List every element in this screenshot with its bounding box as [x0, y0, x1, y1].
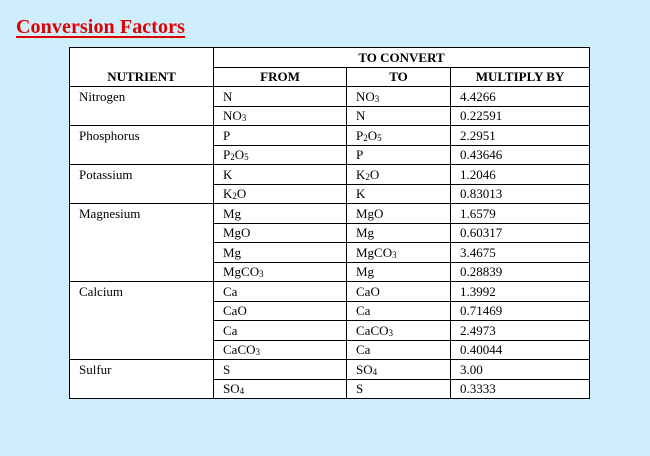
from-header: FROM — [214, 67, 347, 87]
nutrient-cell — [70, 262, 214, 282]
table-row — [70, 301, 590, 321]
from-cell: Mg — [214, 204, 347, 224]
table-row — [70, 243, 590, 263]
multiply-by-cell: 3.4675 — [451, 243, 590, 263]
multiply-by-cell: 0.28839 — [451, 262, 590, 282]
table-row — [70, 262, 590, 282]
from-cell: Ca — [214, 321, 347, 341]
to-cell: Ca — [347, 340, 451, 360]
from-cell: $NO_3$ — [214, 106, 347, 126]
table-row — [70, 87, 590, 107]
nutrient-cell: Nitrogen — [70, 87, 214, 107]
from-cell: MgO — [214, 223, 347, 243]
table-body — [70, 87, 590, 399]
to-cell: $K_2O$ — [347, 165, 451, 185]
from-cell: N — [214, 87, 347, 107]
table-row — [70, 360, 590, 380]
nutrient-cell: Phosphorus — [70, 126, 214, 146]
from-cell: Ca — [214, 282, 347, 302]
from-cell: $K_2O$ — [214, 184, 347, 204]
multiply-by-cell: 0.22591 — [451, 106, 590, 126]
from-cell: K — [214, 165, 347, 185]
multiply-by-cell: 1.3992 — [451, 282, 590, 302]
to-cell: Mg — [347, 223, 451, 243]
from-cell: $P_2O_5$ — [214, 145, 347, 165]
from-cell: P — [214, 126, 347, 146]
multiply-by-cell: 3.00 — [451, 360, 590, 380]
table-row — [70, 282, 590, 302]
to-cell: MgO — [347, 204, 451, 224]
to-cell: $NO_3$ — [347, 87, 451, 107]
table-row — [70, 145, 590, 165]
table-row — [70, 126, 590, 146]
to-cell: Mg — [347, 262, 451, 282]
conversion-factors-table — [69, 47, 590, 399]
table-row — [70, 184, 590, 204]
nutrient-cell — [70, 106, 214, 126]
nutrient-cell: Potassium — [70, 165, 214, 185]
to-cell: CaO — [347, 282, 451, 302]
nutrient-cell — [70, 321, 214, 341]
nutrient-cell — [70, 223, 214, 243]
from-cell: S — [214, 360, 347, 380]
table-row — [70, 340, 590, 360]
nutrient-cell — [70, 184, 214, 204]
nutrient-cell — [70, 145, 214, 165]
column-header-row — [70, 67, 590, 87]
to-header: TO — [347, 67, 451, 87]
from-cell: Mg — [214, 243, 347, 263]
nutrient-cell: Magnesium — [70, 204, 214, 224]
multiply-by-cell: 0.3333 — [451, 379, 590, 399]
page-title: Conversion Factors — [16, 16, 185, 38]
to-cell: Ca — [347, 301, 451, 321]
nutrient-cell — [70, 301, 214, 321]
nutrient-cell — [70, 243, 214, 263]
nutrient-cell — [70, 379, 214, 399]
table-row — [70, 321, 590, 341]
multiply-by-cell: 0.60317 — [451, 223, 590, 243]
multiply-by-cell: 0.40044 — [451, 340, 590, 360]
multiply-by-header: MULTIPLY BY — [451, 67, 590, 87]
multiply-by-cell: 0.83013 — [451, 184, 590, 204]
nutrient-cell — [70, 340, 214, 360]
multiply-by-cell: 2.2951 — [451, 126, 590, 146]
from-cell: MgCO$_3$ — [214, 262, 347, 282]
group-header-row — [70, 48, 590, 68]
blank-header-cell — [70, 48, 214, 68]
table-row — [70, 106, 590, 126]
to-cell: N — [347, 106, 451, 126]
to-cell: $SO_4$ — [347, 360, 451, 380]
to-convert-header: TO CONVERT — [214, 48, 590, 68]
from-cell: $SO_4$ — [214, 379, 347, 399]
multiply-by-cell: 2.4973 — [451, 321, 590, 341]
table-row — [70, 165, 590, 185]
table-row — [70, 379, 590, 399]
nutrient-header: NUTRIENT — [70, 67, 214, 87]
from-cell: CaO — [214, 301, 347, 321]
to-cell: $P_2O_5$ — [347, 126, 451, 146]
multiply-by-cell: 1.2046 — [451, 165, 590, 185]
multiply-by-cell: 0.71469 — [451, 301, 590, 321]
to-cell: P — [347, 145, 451, 165]
nutrient-cell: Calcium — [70, 282, 214, 302]
multiply-by-cell: 1.6579 — [451, 204, 590, 224]
to-cell: MgCO$_3$ — [347, 243, 451, 263]
table-row — [70, 223, 590, 243]
to-cell: K — [347, 184, 451, 204]
to-cell: CaCO$_3$ — [347, 321, 451, 341]
multiply-by-cell: 0.43646 — [451, 145, 590, 165]
multiply-by-cell: 4.4266 — [451, 87, 590, 107]
to-cell: S — [347, 379, 451, 399]
table-row — [70, 204, 590, 224]
from-cell: CaCO$_3$ — [214, 340, 347, 360]
nutrient-cell: Sulfur — [70, 360, 214, 380]
